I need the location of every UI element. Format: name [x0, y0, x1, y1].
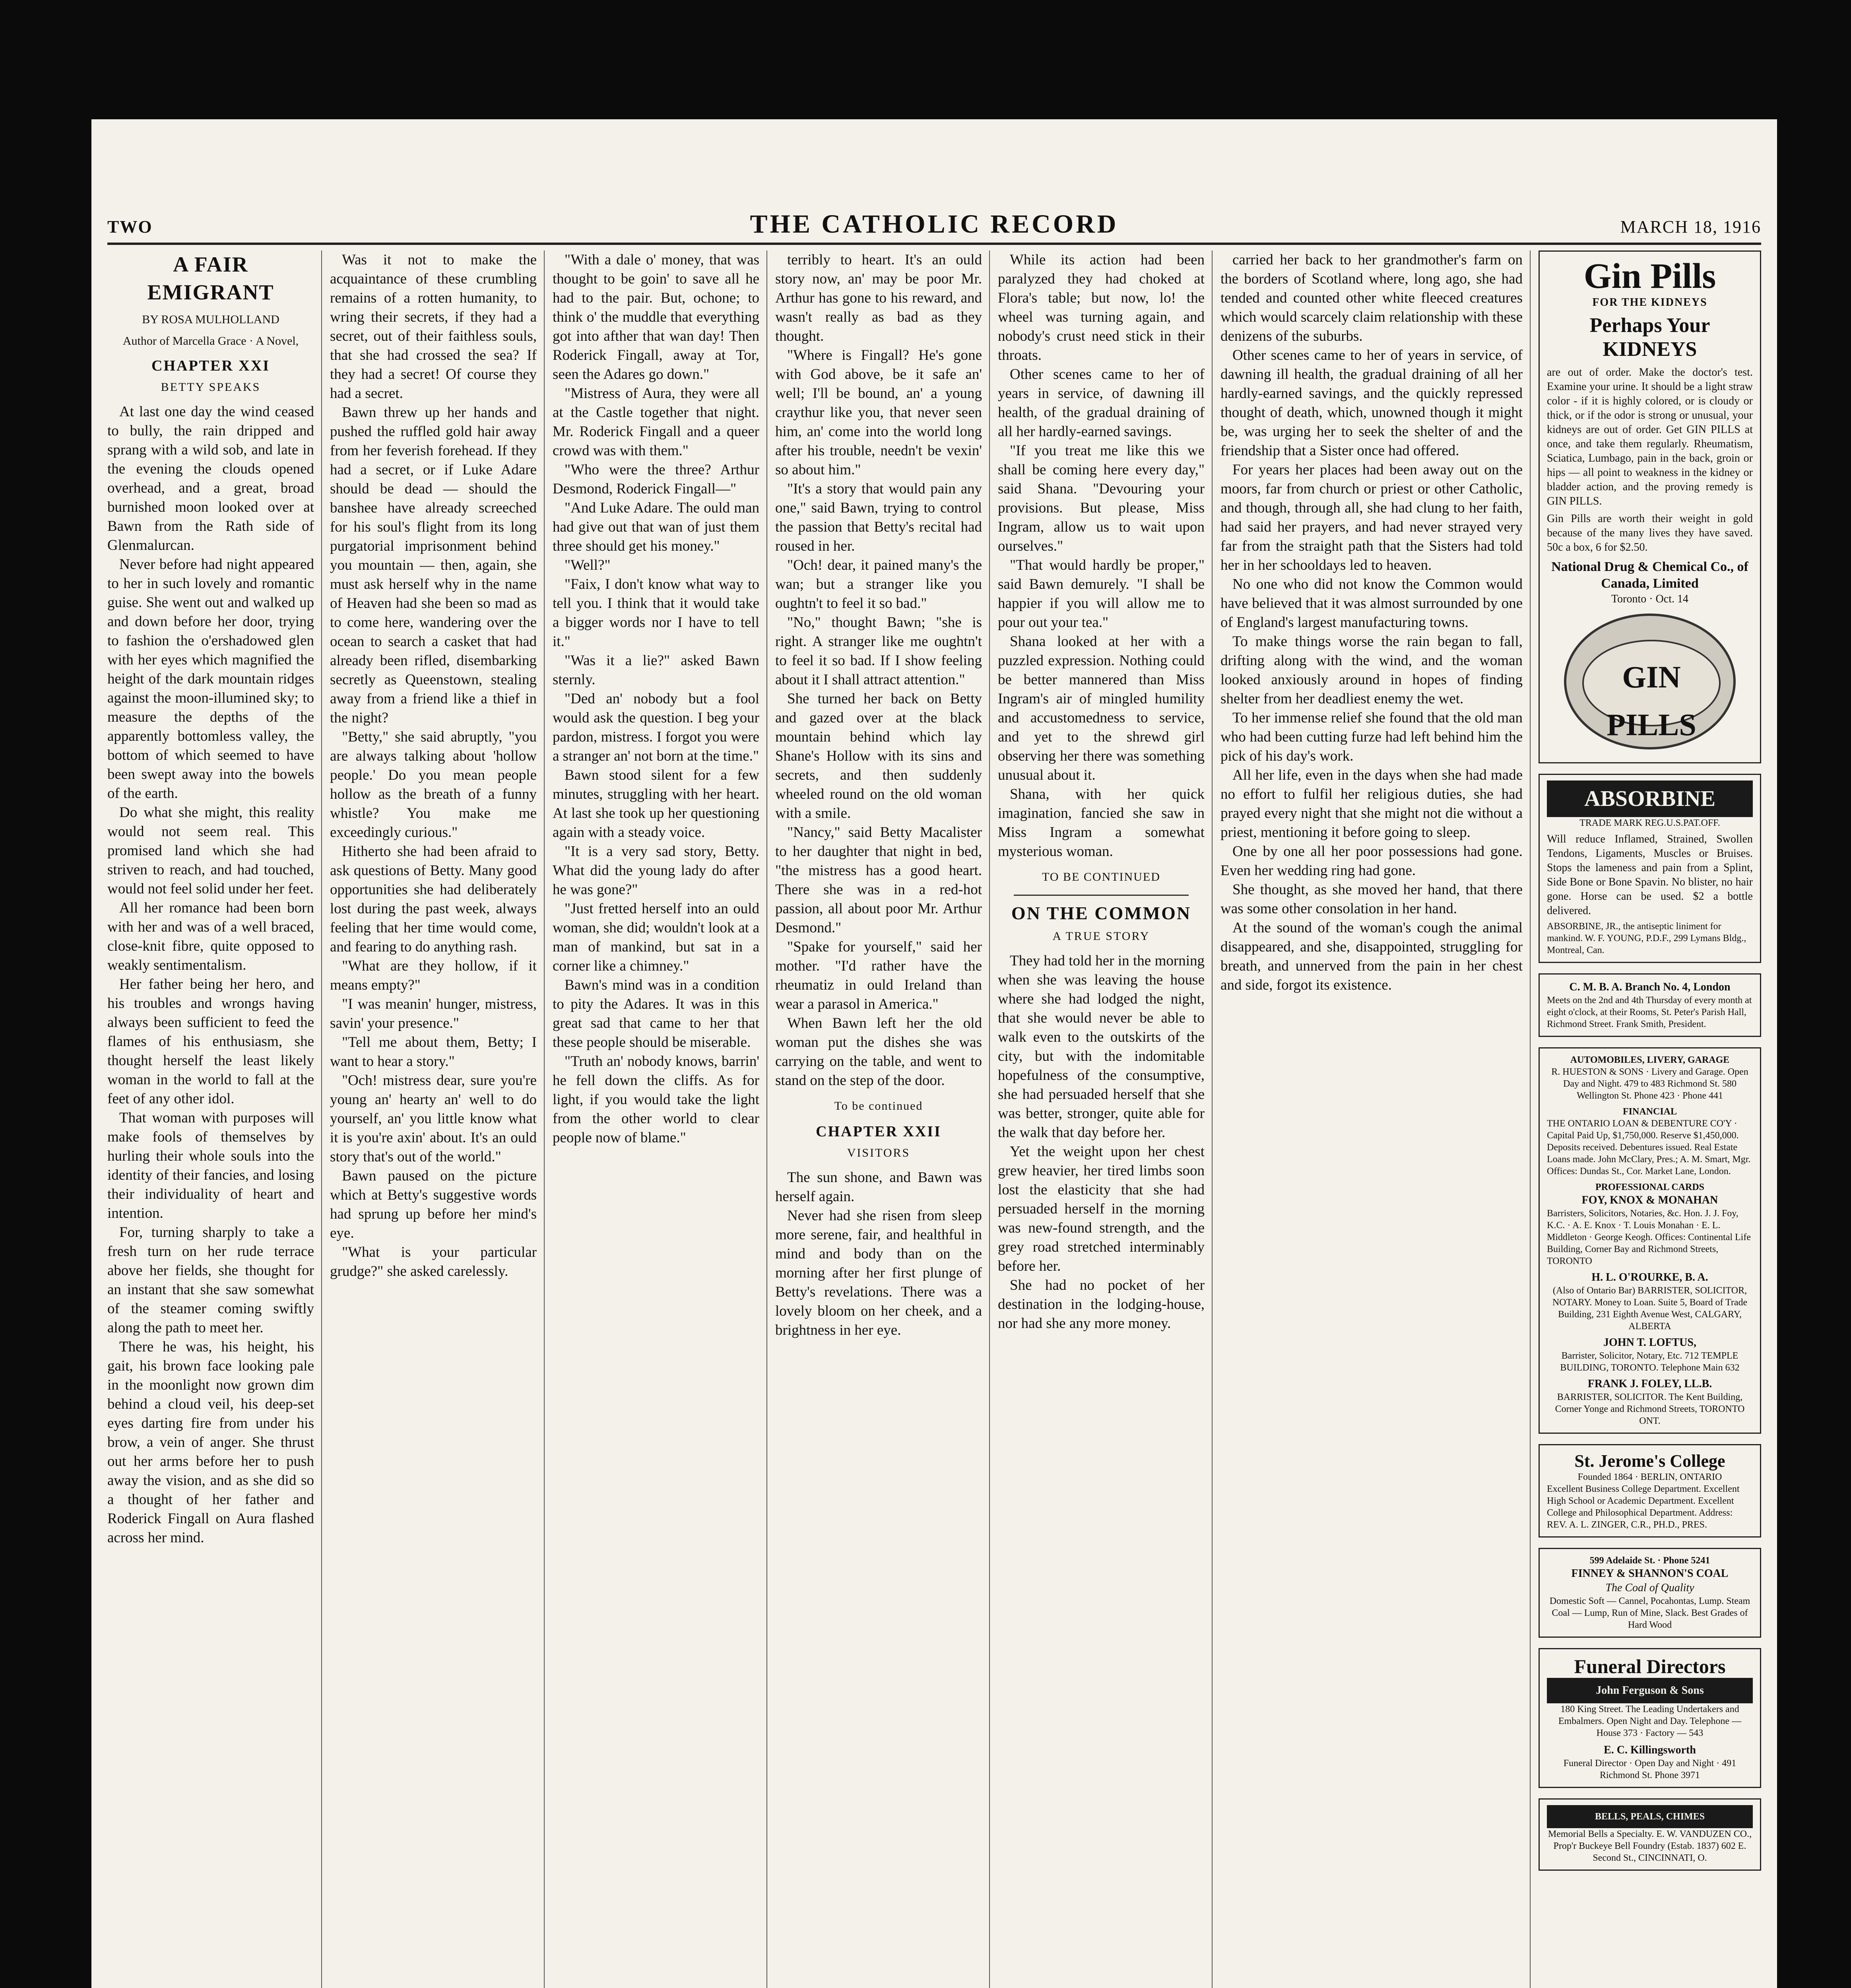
- st-jeromes-title: St. Jerome's College: [1574, 1451, 1725, 1471]
- funeral-directors-ad: [1539, 1648, 1761, 1788]
- foley-body: BARRISTER, SOLICITOR. The Kent Building, Corner Yonge and Richmond Streets, TORONTO ONT.: [1555, 1392, 1745, 1426]
- finney-coal-ad: [1539, 1548, 1761, 1638]
- paragraph: "Tell me about them, Betty; I want to hear a story.": [330, 1034, 537, 1070]
- killingsworth-title: E. C. Killingsworth: [1604, 1744, 1696, 1756]
- paragraph: Other scenes came to her of years in service, of dawning ill health, the gradual draining of all her hardly-earned savings, and the quickly repressed thought of death, which, unowned though it might be, was urging her to seek the shelter of and the friendship that a Sister once had offered.: [1220, 347, 1523, 459]
- paragraph: "If you treat me like this we shall be coming here every day," said Shana. "Devouring your provisions. But please, Miss Ingram, allow us to wait upon ourselves.": [998, 443, 1205, 554]
- paragraph: "It is a very sad story, Betty. What did the young lady do after he was gone?": [553, 843, 759, 898]
- column-2: [330, 250, 537, 1988]
- chapter-heading: CHAPTER XXI: [151, 357, 270, 374]
- gin-pills-tagline: FOR THE KIDNEYS: [1592, 296, 1707, 309]
- paragraph: Never before had night appeared to her in such lovely and romantic guise. She went out and walked up and down before her door, trying to fashion the o'ershadowed glen with her eyes which magnified the height of the dark mountain ridges against the moon-illumined sky; to measure the depths of the apparently bottomless valley, the bottom of which seemed to have been swept away into the bowels of the earth.: [107, 556, 314, 802]
- publication-title: THE CATHOLIC RECORD: [750, 210, 1119, 239]
- column-6: [1220, 250, 1523, 1988]
- paragraph: They had told her in the morning when she was leaving the house where she had lodged the night, that she would never be able to walk even to the outskirts of the city, but with the indomitable hopefulness of the consumptive, she had persuaded herself that she was better, stronger, quite able for the walk that day before her.: [998, 953, 1205, 1141]
- paragraph: All her life, even in the days when she had made no effort to fulfil her religious duties, she had prayed every night that she might not die without a priest, mentioning it before going to sleep.: [1220, 767, 1523, 841]
- paragraph: To her immense relief she found that the old man who had been cutting furze had left behind him the pick of his day's work.: [1220, 710, 1523, 764]
- paragraph: "Betty," she said abruptly, "you are always talking about 'hollow people.' Do you mean people hollow as the breath of a funny whistle? You make me exceedingly curious.": [330, 729, 537, 841]
- absorbine-body: Will reduce Inflamed, Strained, Swollen Tendons, Ligaments, Muscles or Bruises. Stops the lameness and pain from a Splint, Side Bone or Bone Spavin. No blister, no hair gone. Horse can be used. $2 a bottle delivered.: [1547, 833, 1753, 917]
- paragraph: She had no pocket of her destination in the lodging-house, nor had she any more money.: [998, 1277, 1205, 1332]
- paragraph: "Well?": [565, 557, 611, 573]
- paragraph: Shana looked at her with a puzzled expression. Nothing could be better mannered than Miss Ingram's air of mingled humility and accustomedness to service, and yet to the shrewd girl observing her there was something unusual about it.: [998, 633, 1205, 783]
- st-jeromes-ad: [1539, 1444, 1761, 1538]
- paragraph: For years her places had been away out on the moors, far from church or priest or other Catholic, and though, through all, she had clung to her faith, had said her prayers, and had never strayed very far from the straight path that the Sisters had told her in her schooldays led to heaven.: [1220, 462, 1523, 573]
- paragraph: One by one all her poor possessions had gone. Even her wedding ring had gone.: [1220, 843, 1523, 879]
- bells-body: Memorial Bells a Specialty. E. W. VANDUZEN CO., Prop'r Buckeye Bell Foundry (Estab. 1837) 602 E. Second St., CINCINNATI, O.: [1548, 1829, 1752, 1863]
- cmba-body: Meets on the 2nd and 4th Thursday of every month at eight o'clock, at their Rooms, St. Peter's Parish Hall, Richmond Street. Frank Smith, President.: [1547, 995, 1752, 1029]
- st-jeromes-subtitle: Founded 1864 · BERLIN, ONTARIO: [1577, 1472, 1722, 1482]
- to-be-continued-note: TO BE CONTINUED: [1042, 870, 1160, 883]
- cmba-title: C. M. B. A. Branch No. 4, London: [1569, 981, 1731, 993]
- paragraph: For, turning sharply to take a fresh turn on her rude terrace above her fields, she thought for an instant that she saw somewhat of the steamer coming swiftly along the path to meet her.: [107, 1224, 314, 1336]
- paragraph: Hitherto she had been afraid to ask questions of Betty. Many good opportunities she had deliberately lost during the past week, always feeling that her time would come, and fearing to do anything rash.: [330, 843, 537, 955]
- finney-address: 599 Adelaide St. · Phone 5241: [1589, 1555, 1710, 1566]
- second-story-subtitle: A TRUE STORY: [1052, 930, 1150, 943]
- pill-box-label: [1582, 640, 1721, 742]
- paragraph: While its action had been paralyzed they had choked at Flora's table; but now, lo! the wheel was turning again, and nobody's crust need stick in their throats.: [998, 252, 1205, 363]
- gin-pills-ad: [1539, 250, 1761, 763]
- story-byline: BY ROSA MULHOLLAND: [142, 313, 279, 326]
- second-story-title: ON THE COMMON: [1011, 903, 1191, 923]
- column-3: [553, 250, 759, 1988]
- paragraph: Yet the weight upon her chest grew heavier, her tired limbs soon lost the elasticity that she had persuaded herself in the morning was new-found strength, and the grey road stretched interminably before her.: [998, 1143, 1205, 1274]
- paragraph: Bawn's mind was in a condition to pity the Adares. It was in this great sad that came to her that these people should be miserable.: [553, 977, 759, 1050]
- paragraph: To make things worse the rain began to fall, drifting along with the wind, and the woman looked anxiously around in hopes of finding shelter from her deadliest enemy the wet.: [1220, 633, 1523, 707]
- paragraph: "Spake for yourself," said her mother. "I'd rather have the rheumatiz in ould Ireland than wear a parasol in America.": [775, 939, 982, 1012]
- issue-date: MARCH 18, 1916: [1620, 217, 1761, 237]
- chapter-heading: CHAPTER XXII: [816, 1123, 941, 1140]
- absorbine-trademark: TRADE MARK REG.U.S.PAT.OFF.: [1579, 818, 1720, 828]
- column-4: [775, 250, 982, 1988]
- orourke-body: (Also of Ontario Bar) BARRISTER, SOLICITOR, NOTARY. Money to Loan. Suite 5, Board of Trade Building, 231 Eighth Avenue West, CALGARY, ALBERTA: [1552, 1285, 1748, 1332]
- paragraph: "I was meanin' hunger, mistress, savin' your presence.": [330, 996, 537, 1031]
- paragraph: There he was, his height, his gait, his brown face looking pale in the moonlight now grown dim behind a cloud veil, his deep-set eyes darting fire from under his brow, a vein of anger. She thrust out her arms before her to push away the vision, and as she did so a thought of her father and Roderick Fingall on Aura flashed across her mind.: [107, 1339, 314, 1546]
- paragraph: Other scenes came to her of years in service, of dawning ill health, of the gradual draining of all her hardly-earned savings.: [998, 366, 1205, 440]
- paragraph: "No," thought Bawn; "she is right. A stranger like me oughtn't to feel it so bad. If I show feeling about it I shall attract attention.": [775, 614, 982, 688]
- column-divider: [989, 250, 990, 1988]
- paragraph: "Faix, I don't know what way to tell you. I think that it would take a bigger words nor I have to tell it.": [553, 576, 759, 650]
- author-note: Author of Marcella Grace · A Novel,: [122, 334, 299, 348]
- column-5: [998, 250, 1205, 1988]
- paragraph: When Bawn left her the old woman put the dishes she was carrying on the table, and went to stand on the step of the door.: [775, 1015, 982, 1089]
- paragraph: terribly to heart. It's an ould story now, an' may be poor Mr. Arthur has gone to his reward, and wasn't really as bad as they thought.: [775, 252, 982, 344]
- st-jeromes-body: Excellent Business College Department. Excellent High School or Academic Department. Excellent College and Philosophical Department. Address: REV. A. L. ZINGER, C.R., PH.D., PRES.: [1547, 1484, 1740, 1530]
- garage-body: R. HUESTON & SONS · Livery and Garage. Open Day and Night. 479 to 483 Richmond St. 580 Wellington St. Phone 423 · Phone 441: [1551, 1067, 1748, 1101]
- paragraph: Bawn paused on the picture which at Betty's suggestive words had sprung up before her mind's eye.: [330, 1168, 537, 1241]
- column-divider: [544, 250, 545, 1988]
- garage-heading: AUTOMOBILES, LIVERY, GARAGE: [1570, 1055, 1730, 1065]
- paragraph: "It's a story that would pain any one," said Bawn, trying to control the passion that Betty's recital had roused in her.: [775, 481, 982, 554]
- paragraph: "Mistress of Aura, they were all at the Castle together that night. Mr. Roderick Fingall and a queer crowd was with them.": [553, 385, 759, 459]
- paragraph: No one who did not know the Common would have believed that it was almost surrounded by one of England's largest manufacturing towns.: [1220, 576, 1523, 631]
- gin-pills-company: National Drug & Chemical Co., of Canada, Limited: [1551, 559, 1748, 591]
- paragraph: All her romance had been born with her and was of a well braced, close-knit fibre, quite opposed to weakly sentimentalism.: [107, 900, 314, 973]
- ferguson-body: 180 King Street. The Leading Undertakers and Embalmers. Open Night and Day. Telephone — House 373 · Factory — 543: [1558, 1704, 1742, 1738]
- paragraph: Never had she risen from sleep more serene, fair, and healthful in mind and body than on the morning after her first plunge of Betty's revelations. There was a lovely bloom on her cheek, and a brightness in her eye.: [775, 1208, 982, 1338]
- paragraph: Was it not to make the acquaintance of these crumbling remains of a rotten humanity, to wring their secrets, if they had a secret, out of their faithless souls, that she had crossed the sea? If they had a secret! Of course they had a secret.: [330, 252, 537, 402]
- paragraph: "Nancy," said Betty Macalister to her daughter that night in bed, "the mistress has a good heart. There she was in a red-hot passion, all about poor Mr. Arthur Desmond.": [775, 824, 982, 936]
- paragraph: The sun shone, and Bawn was herself again.: [775, 1169, 982, 1205]
- funeral-heading: Funeral Directors: [1574, 1655, 1726, 1677]
- story-title: A FAIR EMIGRANT: [147, 252, 274, 304]
- column-divider: [766, 250, 767, 1988]
- pill-box-icon: [1564, 613, 1736, 749]
- loftus-title: JOHN T. LOFTUS,: [1603, 1336, 1696, 1349]
- paragraph: Her father being her hero, and his troubles and wrongs having always been sufficient to feed the flames of his enthusiasm, she thought herself the least likely woman in the world to fall at the feet of any other idol.: [107, 976, 314, 1107]
- paragraph: "Truth an' nobody knows, barrin' he fell down the cliffs. As for light, if you would take the light from the other world to clear people now of blame.": [553, 1053, 759, 1146]
- column-divider: [1212, 250, 1213, 1988]
- absorbine-company: ABSORBINE, JR., the antiseptic liniment for mankind. W. F. YOUNG, P.D.F., 299 Lymans Bldg., Montreal, Can.: [1547, 921, 1746, 955]
- pill-box-text: GIN PILLS: [1607, 660, 1696, 742]
- newspaper-page: [91, 119, 1777, 1988]
- paragraph: Shana, with her quick imagination, fancied she saw in Miss Ingram a somewhat mysterious woman.: [998, 786, 1205, 860]
- bells-title: BELLS, PEALS, CHIMES: [1547, 1805, 1753, 1828]
- foy-body: Barristers, Solicitors, Notaries, &c. Hon. J. J. Foy, K.C. · A. E. Knox · T. Louis Monahan · E. L. Middleton · George Keogh. Offices: Continental Life Building, Corner Bay and Richmond Streets, TORONTO: [1547, 1208, 1751, 1266]
- finney-subtitle: The Coal of Quality: [1605, 1582, 1694, 1594]
- paragraph: "Ded an' nobody but a fool would ask the question. I beg your pardon, mistress. I forgot you were a stranger an' not born at the time.": [553, 691, 759, 764]
- paragraph: "Och! mistress dear, sure you're young an' hearty an' well to do yourself, an' you little know what it is you're axin' about. It's an ould story that's out of the world.": [330, 1072, 537, 1165]
- loftus-body: Barrister, Solicitor, Notary, Etc. 712 TEMPLE BUILDING, TORONTO. Telephone Main 632: [1560, 1351, 1740, 1373]
- ferguson-title: John Ferguson & Sons: [1547, 1678, 1753, 1703]
- gin-pills-logo: Gin Pills: [1583, 256, 1716, 296]
- to-be-continued-note: To be continued: [834, 1099, 923, 1112]
- directory-cards: [1539, 1047, 1761, 1434]
- finney-body: Domestic Soft — Cannel, Pocahontas, Lump. Steam Coal — Lump, Run of Mine, Slack. Best Grades of Hard Wood: [1549, 1596, 1750, 1630]
- cmba-notice: [1539, 973, 1761, 1037]
- paragraph: Bawn threw up her hands and pushed the ruffled gold hair away from her feverish forehead. If they had a secret, or if Luke Adare should be dead — should the banshee have already screeched for his soul's flight from its long purgatorial imprisonment behind you mountain — then, again, she must ask herself why in the name of Heaven had she been so mad as to come here, wandering over the ocean to search a casket that had already been rifled, disembarking secretly as Queenstown, stealing away from a friend like a thief in the night?: [330, 404, 537, 726]
- foy-title: FOY, KNOX & MONAHAN: [1581, 1194, 1718, 1206]
- killingsworth-body: Funeral Director · Open Day and Night · 491 Richmond St. Phone 3971: [1563, 1758, 1737, 1780]
- paragraph: She thought, as she moved her hand, that there was some other consolation in her hand.: [1220, 881, 1523, 917]
- paragraph: "What is your particular grudge?" she asked carelessly.: [330, 1244, 537, 1279]
- paragraph: She turned her back on Betty and gazed over at the black mountain behind which lay Shane's Hollow with its sins and secrets, and then suddenly wheeled round on the old woman with a smile.: [775, 691, 982, 821]
- professional-heading: PROFESSIONAL CARDS: [1595, 1182, 1705, 1192]
- column-divider: [1530, 250, 1531, 1988]
- finney-title: FINNEY & SHANNON'S COAL: [1571, 1567, 1729, 1580]
- chapter-subtitle: VISITORS: [847, 1146, 910, 1159]
- paragraph: "Where is Fingall? He's gone with God above, be it safe an' well; I'll be bound, an' a young craythur like you, that never seen him, an' come into the world long after his trouble, needn't be vexin' so about him.": [775, 347, 982, 478]
- orourke-title: H. L. O'ROURKE, B. A.: [1591, 1271, 1708, 1283]
- paragraph: "Och! dear, it pained many's the wan; but a stranger like you oughtn't to feel it so bad.": [775, 557, 982, 612]
- advertisements-column: [1539, 250, 1761, 1988]
- section-rule: [1014, 895, 1189, 896]
- paragraph: Bawn stood silent for a few minutes, struggling with her heart. At last she took up her questioning again with a steady voice.: [553, 767, 759, 841]
- gin-pills-price: Gin Pills are worth their weight in gold because of the many lives they have saved. 50c a box, 6 for $2.50.: [1547, 513, 1753, 553]
- paragraph: "Just fretted herself into an ould woman, she did; wouldn't look at a man of mankind, but sat in a corner like a chimney.": [553, 901, 759, 974]
- gin-pills-city: Toronto · Oct. 14: [1611, 593, 1688, 605]
- column-divider: [321, 250, 322, 1988]
- paragraph: "That would hardly be proper," said Bawn demurely. "I shall be happier if you will allow me to pour out your tea.": [998, 557, 1205, 631]
- paragraph: "Who were the three? Arthur Desmond, Roderick Fingall—": [553, 462, 759, 497]
- page-label: TWO: [107, 217, 153, 237]
- paragraph: "Was it a lie?" asked Bawn sternly.: [553, 652, 759, 688]
- financial-body: THE ONTARIO LOAN & DEBENTURE CO'Y · Capital Paid Up, $1,750,000. Reserve $1,450,000. Deposits received. Debentures issued. Real Estate Loans made. John McClary, Pres.; A. M. Smart, Mgr. Offices: Dundas St., Cor. Market Lane, London.: [1547, 1118, 1751, 1176]
- financial-heading: FINANCIAL: [1622, 1107, 1677, 1117]
- paragraph: At the sound of the woman's cough the animal disappeared, and she, disappointed, struggling for breath, and unnerved from the pain in her chest and side, forgot its existence.: [1220, 920, 1523, 993]
- absorbine-ad: [1539, 774, 1761, 963]
- foley-title: FRANK J. FOLEY, LL.B.: [1587, 1378, 1712, 1390]
- column-1: [107, 250, 314, 1988]
- chapter-subtitle: BETTY SPEAKS: [161, 381, 261, 394]
- gin-pills-body: are out of order. Make the doctor's test. Examine your urine. It should be a light straw color - if it is highly colored, or is cloudy or thick, or if the odor is strong or unusual, your kidneys are out of order. Get GIN PILLS at once, and take them regularly. Rheumatism, Sciatica, Lumbago, pain in the back, groin or hips — all point to weakness in the kidney or bladder action, and the proving remedy is GIN PILLS.: [1547, 366, 1753, 507]
- bells-ad: [1539, 1798, 1761, 1871]
- paragraph: carried her back to her grandmother's farm on the borders of Scotland where, long ago, she had tended and counted other white fleeced creatures which would scarcely claim relationship with these denizens of the suburbs.: [1220, 252, 1523, 344]
- masthead: [107, 207, 1761, 245]
- paragraph: That woman with purposes will make fools of themselves by hurling their whole souls into the identity of their fancies, and losing their individuality of heart and intention.: [107, 1110, 314, 1221]
- paragraph: "With a dale o' money, that was thought to be goin' to save all he had to the pair. But, ochone; to think o' the muddle that everything got into afther that wan day! Then Roderick Fingall, away at Tor, seen the Adares go down.": [553, 252, 759, 382]
- absorbine-logo: ABSORBINE: [1547, 780, 1753, 817]
- paragraph: Do what she might, this reality would not seem real. This promised land which she had striven to reach, and had touched, would not feel solid under her feet.: [107, 804, 314, 897]
- paragraph: At last one day the wind ceased to bully, the rain dripped and sprang with a wild sob, and late in the evening the clouds opened overhead, and a great, broad burnished moon looked over at Bawn from the Rath side of Glenmalurcan.: [107, 404, 314, 553]
- paragraph: "What are they hollow, if it means empty?": [330, 958, 537, 993]
- gin-pills-headline: Perhaps Your KIDNEYS: [1589, 314, 1710, 361]
- paragraph: "And Luke Adare. The ould man had give out that wan of just them three should get his money.": [553, 500, 759, 554]
